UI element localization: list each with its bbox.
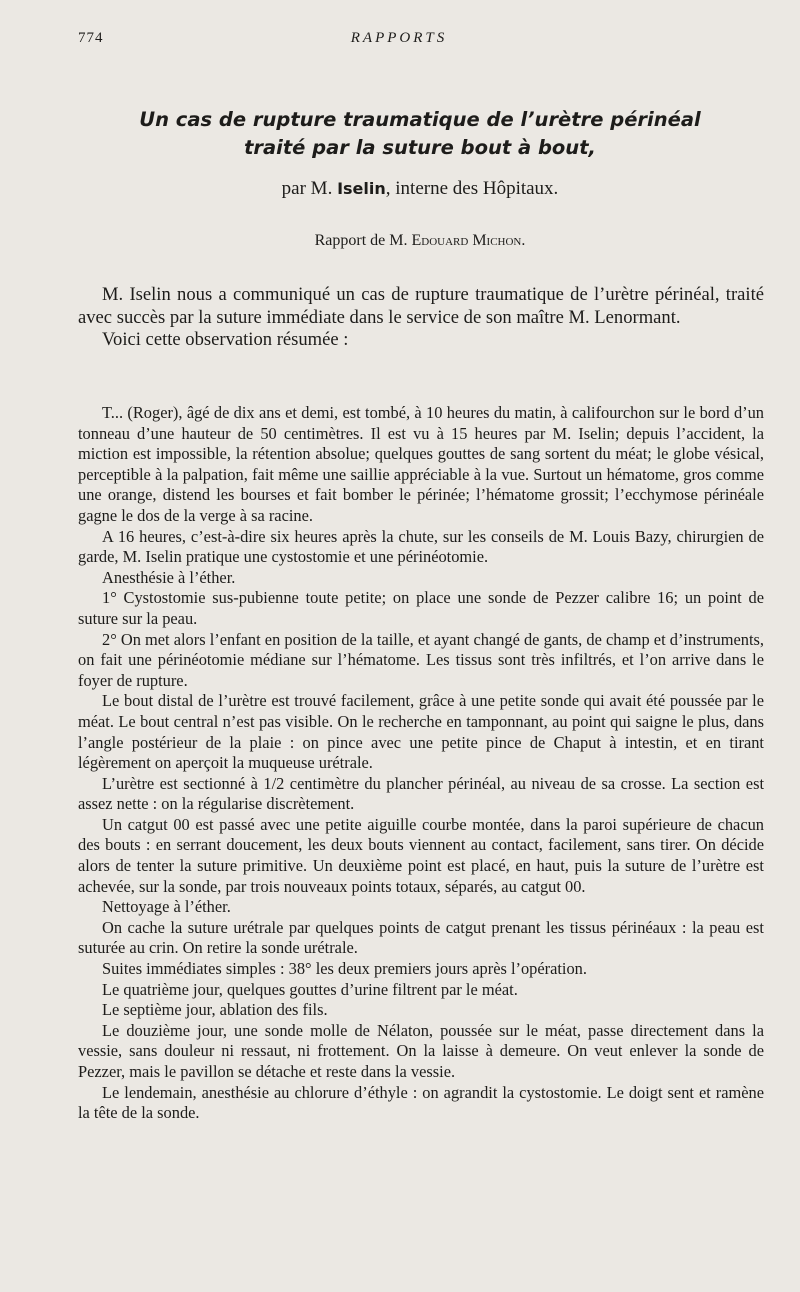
body-paragraph: Le lendemain, anesthésie au chlorure d’éthyle : on agrandit la cystostomie. Le doigt sent et ramène la tête de la sonde. [78,1082,764,1123]
body-paragraph: Un catgut 00 est passé avec une petite aiguille courbe montée, dans la paroi supérieure de chacun des bouts : en serrant doucement, les deux bouts viennent au contact, facilement, sans tirer. On décide alors de tenter la suture primitive. Un deuxième point est placé, en haut, puis la suture de l’urètre est achevée, sur la sonde, par trois nouveaux points totaux, séparés, au catgut 00. [78,814,764,896]
reporter-name: Edouard Michon. [411,232,526,249]
running-title: RAPPORTS [350,30,448,46]
body-paragraph: 2° On met alors l’enfant en position de la taille, et ayant changé de gants, de champ et d’instruments, on fait une périnéotomie médiane sur l’hématome. Les tissus sont très infiltrés, et l’on arrive dans le foyer de rupture. [78,629,764,690]
body-paragraph: L’urètre est sectionné à 1/2 centimètre du plancher périnéal, au niveau de sa crosse. La section est assez nette : on la régularise discrètement. [78,773,764,814]
title-line-2: traité par la suture bout à bout, [244,136,596,159]
body-paragraph: Suites immédiates simples : 38° les deux premiers jours après l’opération. [102,959,587,979]
body-paragraph: Le bout distal de l’urètre est trouvé facilement, grâce à une petite sonde qui avait été poussée par le méat. Le bout central n’est pas visible. On le recherche en tamponnant, au point qui saigne le plus, dans l’angle postérieur de la plaie : on pince avec une petite pince de Chaput à intestin, et en tirant légèrement on aperçoit la muqueuse urétrale. [78,691,764,773]
body-paragraph: 1° Cystostomie sus-pubienne toute petite; on place une sonde de Pezzer calibre 16; un point de suture sur la peau. [78,588,764,628]
intro-paragraph: Voici cette observation résumée : [102,329,349,350]
body-paragraph: Nettoyage à l’éther. [102,897,231,917]
report-prefix: Rapport de M. [314,232,408,249]
body-paragraph: Anesthésie à l’éther. [102,567,236,587]
title-line-1: Un cas de rupture traumatique de l’urètre périnéal [139,108,701,131]
article-title [80,106,760,162]
author-line [80,178,760,200]
body-paragraph: A 16 heures, c’est-à-dire six heures après la chute, sur les conseils de M. Louis Bazy, chirurgien de garde, M. Iselin pratique une cystostomie et une périnéotomie. [78,526,764,567]
author-suffix: , interne des Hôpitaux. [385,178,559,199]
body-paragraph: Le douzième jour, une sonde molle de Nélaton, poussée sur le méat, passe directement dans la vessie, sans douleur ni ressaut, ni frottement. On la laisse à demeure. On veut enlever la sonde de Pezzer, mais le pavillon se détache et reste dans la vessie. [78,1020,764,1081]
report-line [80,232,760,250]
body-paragraph: Le septième jour, ablation des fils. [102,1000,328,1020]
author-name: Iselin [337,179,386,198]
body-paragraph: T... (Roger), âgé de dix ans et demi, est tombé, à 10 heures du matin, à califourchon sur le bord d’un tonneau d’une hauteur de 50 centimètres. Il est vu à 15 heures par M. Iselin; depuis l’accident, la miction est impossible, la rétention absolue; quelques gouttes de sang sortent du méat; le globe vésical, perceptible à la palpation, fait même une saillie appréciable à la vue. Surtout un hématome, gros comme une orange, distend les bourses et fait bomber le périnée; l’hématome grossit; l’ecchymose périnéale gagne le dos de la verge à sa racine. [78,403,764,525]
observation-body [78,403,764,1124]
intro-section [78,284,764,352]
body-paragraph: Le quatrième jour, quelques gouttes d’urine filtrent par le méat. [102,979,518,999]
intro-paragraph: M. Iselin nous a communiqué un cas de rupture traumatique de l’urètre périnéal, traité avec succès par la suture immédiate dans le service de son maître M. Lenormant. [78,284,764,328]
body-paragraph: On cache la suture urétrale par quelques points de catgut prenant les tissus périnéaux : la peau est suturée au crin. On retire la sonde urétrale. [78,917,764,958]
page-number: 774 [78,30,104,46]
author-prefix: par M. [281,178,333,199]
